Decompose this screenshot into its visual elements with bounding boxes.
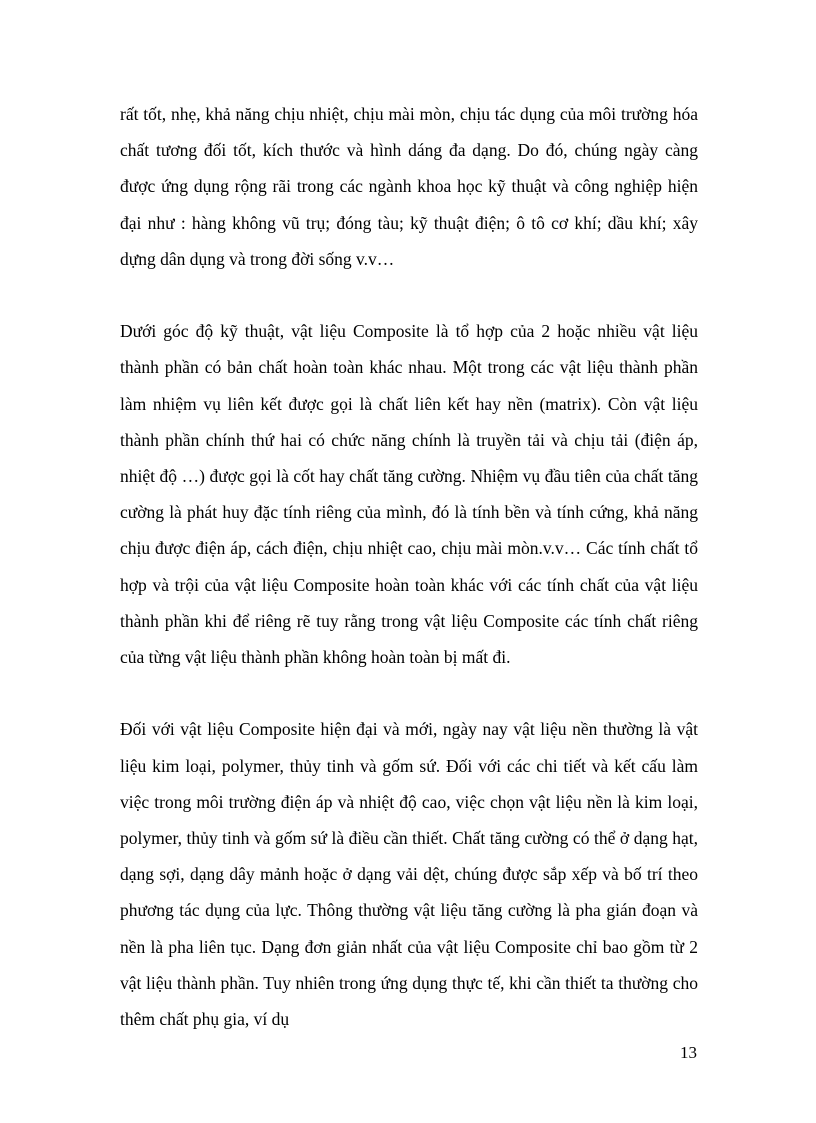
paragraph-modern-composites: Đối với vật liệu Composite hiện đại và mới, ngày nay vật liệu nền thường là vật liệu kim loại, polymer, thủy tinh và gốm sứ. Đối với các chi tiết và kết cấu làm việc trong môi trường điện áp và nhiệt độ cao, việc chọn vật liệu nền là kim loại, polymer, thủy tinh và gốm sứ là điều cần thiết. Chất tăng cường có thể ở dạng hạt, dạng sợi, dạng dây mảnh hoặc ở dạng vải dệt, chúng được sắp xếp và bố trí theo phương tác dụng của lực. Thông thường vật liệu tăng cường là pha gián đoạn và nền là pha liên tục. Dạng đơn giản nhất của vật liệu Composite chỉ bao gồm từ 2 vật liệu thành phần. Tuy nhiên trong ứng dụng thực tế, khi cần thiết ta thường cho thêm chất phụ gia, ví dụ bbox=[120, 719, 698, 1030]
paragraph-technical-definition: Dưới góc độ kỹ thuật, vật liệu Composite là tổ hợp của 2 hoặc nhiều vật liệu thành phần có bản chất hoàn toàn khác nhau. Một trong các vật liệu thành phần làm nhiệm vụ liên kết được gọi là chất liên kết hay nền (matrix). Còn vật liệu thành phần chính thứ hai có chức năng chính là truyền tải và chịu tải (điện áp, nhiệt độ …) được gọi là cốt hay chất tăng cường. Nhiệm vụ đầu tiên của chất tăng cường là phát huy đặc tính riêng của mình, đó là tính bền và tính cứng, khả năng chịu được điện áp, cách điện, chịu nhiệt cao, chịu mài mòn.v.v… Các tính chất tổ hợp và trội của vật liệu Composite hoàn toàn khác với các tính chất của vật liệu thành phần khi để riêng rẽ tuy rằng trong vật liệu Composite các tính chất riêng của từng vật liệu thành phần không hoàn toàn bị mất đi. bbox=[120, 321, 698, 668]
paragraph-applications: rất tốt, nhẹ, khả năng chịu nhiệt, chịu mài mòn, chịu tác dụng của môi trường hóa chất tương đối tốt, kích thước và hình dáng đa dạng. Do đó, chúng ngày càng được ứng dụng rộng rãi trong các ngành khoa học kỹ thuật và công nghiệp hiện đại như : hàng không vũ trụ; đóng tàu; kỹ thuật điện; ô tô cơ khí; dầu khí; xây dựng dân dụng và trong đời sống v.v… bbox=[120, 104, 698, 269]
body-text bbox=[120, 96, 698, 1037]
page-number: 13 bbox=[680, 1043, 697, 1062]
